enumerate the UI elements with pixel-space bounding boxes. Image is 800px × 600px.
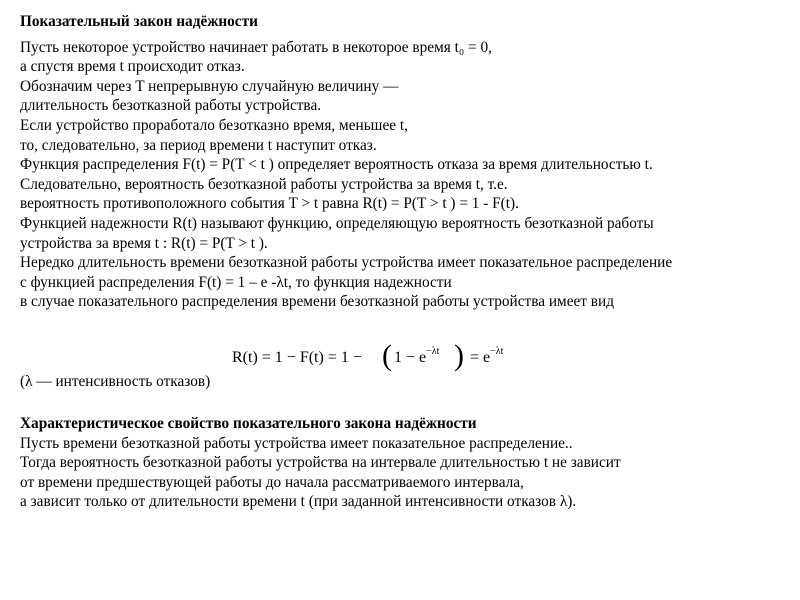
section-characteristic-property [20, 414, 792, 512]
text-line: Следовательно, вероятность безотказной работы устройства за время t, т.е. [20, 175, 508, 193]
lambda-note: (λ — интенсивность отказов) [20, 373, 211, 390]
lambda-note-block [20, 372, 792, 392]
section-title: Показательный закон надёжности [20, 13, 258, 30]
formula-left: R(t) = 1 − F(t) = 1 − [232, 349, 362, 366]
text-line: вероятность противоположного события T > t равна R(t) = P(T > t ) = 1 - F(t). [20, 195, 519, 213]
reliability-formula [232, 340, 532, 374]
text-line: Пусть некоторое устройство начинает работать в некоторое время t₀ = 0, [20, 38, 492, 56]
text-line: с функцией распределения F(t) = 1 – e -λt, то функция надежности [20, 273, 452, 291]
text-line: Тогда вероятность безотказной работы устройства на интервале длительностью t не зависит [20, 454, 621, 472]
left-paren: ( [382, 339, 392, 372]
text-line: Функцией надежности R(t) называют функцию, определяющую вероятность безотказной работы [20, 214, 654, 232]
formula-right-base: = e [470, 349, 491, 366]
formula-right [470, 345, 504, 368]
text-line: длительность безотказной работы устройства. [20, 97, 322, 115]
text-line: то, следовательно, за период времени t наступит отказ. [20, 136, 377, 154]
formula-inner-exp: −λt [426, 345, 440, 357]
text-line: устройства за время t : R(t) = P(T > t ). [20, 234, 268, 252]
text-line: Функция распределения F(t) = P(T < t ) определяет вероятность отказа за время длительностью t. [20, 156, 653, 174]
text-line: в случае показательного распределения времени безотказной работы устройства имеет вид [20, 293, 614, 311]
section-exponential-law [20, 12, 792, 312]
text-line: Нередко длительность времени безотказной работы устройства имеет показательное распределение [20, 254, 673, 272]
section-title: Характеристическое свойство показательного закона надёжности [20, 415, 477, 432]
formula-right-exp: −λt [490, 345, 504, 357]
text-line: а спустя время t происходит отказ. [20, 58, 245, 76]
text-line: а зависит только от длительности времени t (при заданной интенсивности отказов λ). [20, 493, 577, 511]
right-paren: ) [454, 339, 464, 372]
formula-inner [394, 345, 440, 368]
text-line: от времени предшествующей работы до начала рассматриваемого интервала, [20, 473, 524, 491]
text-line: Пусть времени безотказной работы устройства имеет показательное распределение.. [20, 434, 573, 452]
formula-inner-base: 1 − e [394, 349, 427, 366]
text-line: Обозначим через T непрерывную случайную величину — [20, 77, 399, 95]
text-line: Если устройство проработало безотказно время, меньшее t, [20, 116, 408, 134]
